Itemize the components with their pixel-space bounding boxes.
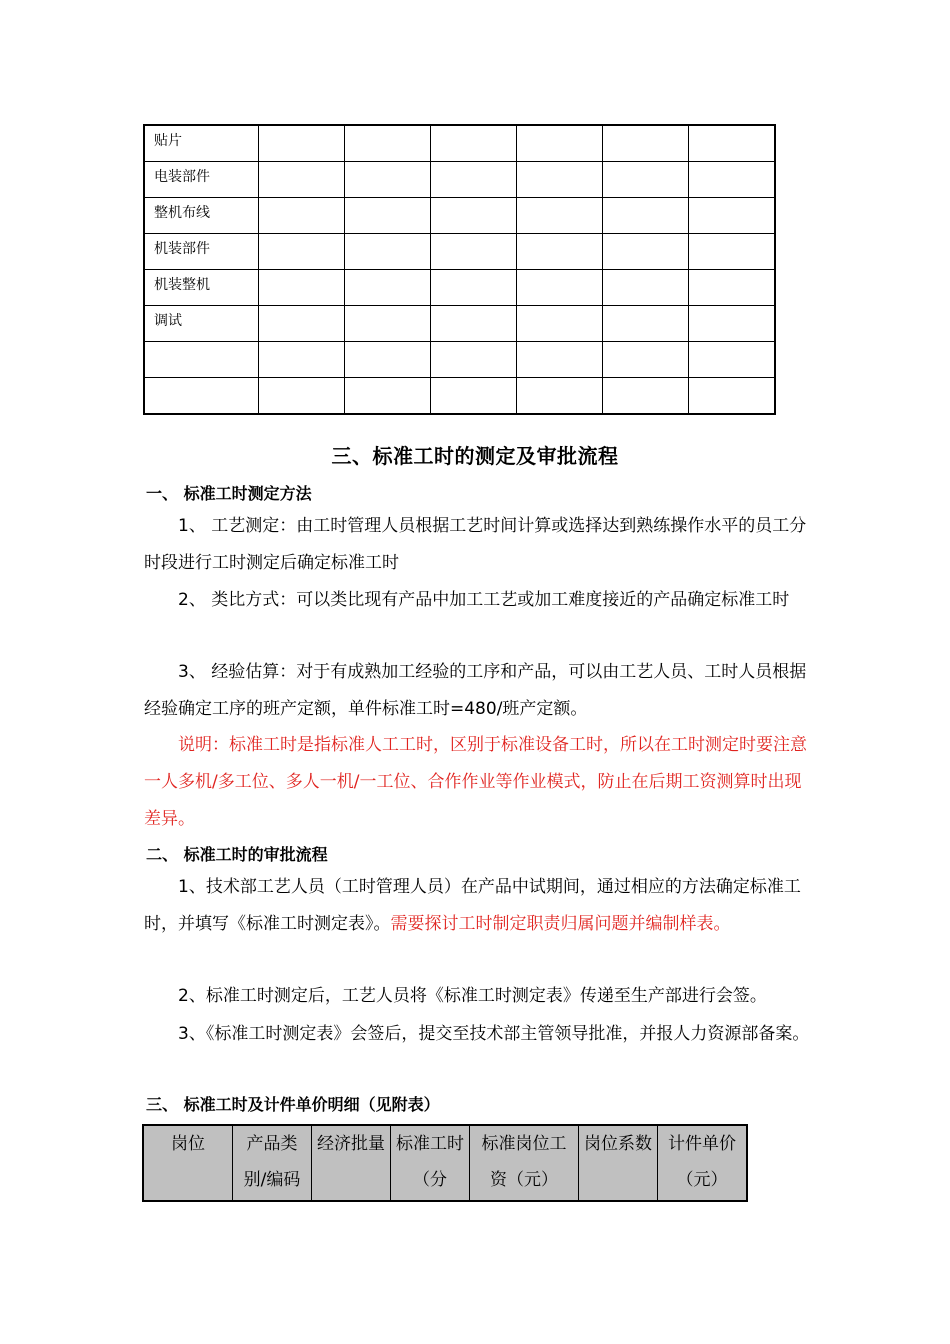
table-cell: [431, 342, 517, 378]
table-cell: [517, 342, 603, 378]
method-2: 2、 类比方式：可以类比现有产品中加工工艺或加工难度接近的产品确定标准工时: [178, 590, 790, 610]
row-label: 机装部件: [144, 234, 259, 270]
table-cell: [345, 306, 431, 342]
table-cell: [259, 378, 345, 415]
header-cell: 标准工时（分: [391, 1125, 470, 1201]
table-cell: [345, 270, 431, 306]
table-cell: [689, 234, 776, 270]
table-cell: [689, 306, 776, 342]
table-cell: [689, 270, 776, 306]
table-cell: [345, 198, 431, 234]
header-cell: 计件单价（元）: [658, 1125, 748, 1201]
approval-3: 3、《标准工时测定表》会签后，提交至技术部主管领导批准，并报人力资源部备案。: [178, 1024, 810, 1044]
table-row: [144, 270, 775, 306]
row-label: [144, 378, 259, 415]
table-cell: [689, 198, 776, 234]
table-cell: [345, 342, 431, 378]
process-table: [143, 124, 776, 415]
table-cell: [603, 342, 689, 378]
heading-method: 一、 标准工时测定方法: [146, 484, 312, 503]
table-cell: [259, 198, 345, 234]
table-cell: [603, 198, 689, 234]
table-cell: [345, 378, 431, 415]
table-cell: [259, 306, 345, 342]
table-cell: [517, 125, 603, 162]
table-cell: [603, 162, 689, 198]
table-cell: [603, 125, 689, 162]
table-cell: [259, 234, 345, 270]
table-cell: [689, 162, 776, 198]
table-cell: [603, 270, 689, 306]
table-cell: [431, 270, 517, 306]
table-cell: [345, 234, 431, 270]
table-cell: [431, 234, 517, 270]
table-cell: [345, 162, 431, 198]
table-cell: [431, 198, 517, 234]
table-row: [144, 198, 775, 234]
row-label: [144, 342, 259, 378]
table-row: [144, 342, 775, 378]
table-row: [144, 378, 775, 415]
row-label: 整机布线: [144, 198, 259, 234]
table-cell: [517, 270, 603, 306]
approval-1: 1、技术部工艺人员（工时管理人员）在产品中试期间，通过相应的方法确定标准工时，并填写《标准工时测定表》。需要探讨工时制定职责归属问题并编制样表。: [144, 877, 801, 934]
heading-detail: 三、 标准工时及计件单价明细（见附表）: [146, 1095, 440, 1114]
rate-table: [142, 1124, 748, 1202]
table-cell: [431, 125, 517, 162]
table-cell: [431, 378, 517, 415]
row-label: 贴片: [144, 125, 259, 162]
table-row: [144, 234, 775, 270]
table-cell: [259, 270, 345, 306]
row-label: 电装部件: [144, 162, 259, 198]
table-cell: [603, 234, 689, 270]
table-cell: [517, 162, 603, 198]
table-cell: [345, 125, 431, 162]
method-3: 3、 经验估算：对于有成熟加工经验的工序和产品，可以由工艺人员、工时人员根据经验确定工序的班产定额，单件标准工时=480/班产定额。: [144, 662, 807, 719]
table-cell: [517, 198, 603, 234]
table-row: [144, 125, 775, 162]
table-cell: [431, 306, 517, 342]
table-cell: [689, 125, 776, 162]
table-cell: [603, 378, 689, 415]
header-cell: 产品类别/编码: [233, 1125, 312, 1201]
table-cell: [689, 342, 776, 378]
table-cell: [259, 162, 345, 198]
heading-approval: 二、 标准工时的审批流程: [146, 845, 328, 864]
header-cell: 岗位系数: [579, 1125, 658, 1201]
table-cell: [259, 342, 345, 378]
table-cell: [431, 162, 517, 198]
section-title: 三、标准工时的测定及审批流程: [331, 444, 619, 468]
table-cell: [517, 378, 603, 415]
method-note: 说明：标准工时是指标准人工工时，区别于标准设备工时，所以在工时测定时要注意一人多机/多工位、多人一机/一工位、合作作业等作业模式，防止在后期工资测算时出现差异。: [144, 735, 807, 829]
table-cell: [517, 234, 603, 270]
approval-2: 2、标准工时测定后，工艺人员将《标准工时测定表》传递至生产部进行会签。: [178, 986, 767, 1006]
header-cell: 标准岗位工资（元）: [470, 1125, 579, 1201]
table-cell: [689, 378, 776, 415]
table-cell: [517, 306, 603, 342]
row-label: 机装整机: [144, 270, 259, 306]
table-row: [144, 306, 775, 342]
method-1: 1、 工艺测定：由工时管理人员根据工艺时间计算或选择达到熟练操作水平的员工分时段进行工时测定后确定标准工时: [144, 516, 807, 573]
row-label: 调试: [144, 306, 259, 342]
table-row: [144, 162, 775, 198]
table-cell: [259, 125, 345, 162]
table-cell: [603, 306, 689, 342]
header-cell: 经济批量: [312, 1125, 391, 1201]
header-cell: 岗位: [143, 1125, 233, 1201]
